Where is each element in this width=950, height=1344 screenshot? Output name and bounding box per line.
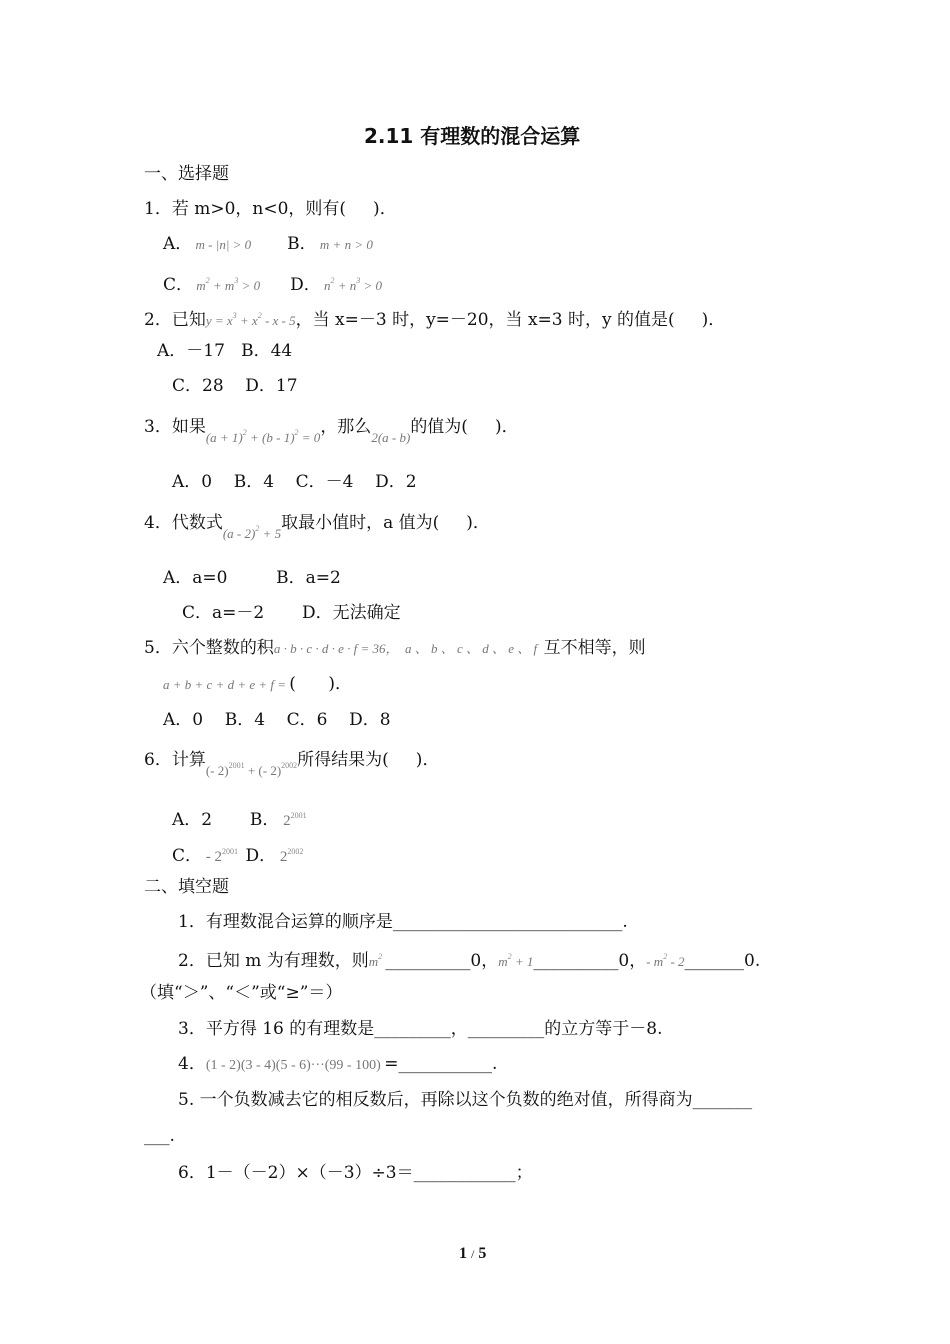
fill-question-2-note: （填“＞”、“＜”或“≥”＝） (140, 983, 343, 1003)
question-1-options-ab (163, 234, 373, 255)
q2-stem-post: ，当 x=－3 时，y=－20，当 x=3 时，y 的值是( )． (295, 310, 726, 330)
f2-blank-2: __________0， (533, 951, 647, 971)
q4-stem-pre: 4．代数式 (144, 513, 223, 533)
q1-option-b-formula: m + n > 0 (316, 237, 373, 252)
q1-option-b-label: B． (287, 234, 317, 254)
question-6-stem (144, 746, 440, 778)
q4-stem-post: 取最小值时，a 值为( )． (281, 513, 490, 533)
question-2-stem (144, 306, 725, 331)
page-number (459, 1244, 486, 1264)
q5-product-formula: a · b · c · d · e · f = 36， a 、 b 、 c 、 d 、 e 、 f (273, 641, 544, 656)
q3-stem-mid: ，那么 (320, 417, 372, 437)
q3-stem-post: 的值为( )． (410, 417, 519, 437)
q4-formula: (a - 2)2 + 5 (222, 524, 282, 541)
question-6-options-ab (172, 806, 307, 831)
fill-question-5-line1: 5. 一个负数减去它的相反数后，再除以这个负数的绝对值，所得商为_______ (178, 1090, 753, 1110)
q1-option-a-formula: m - |n| > 0 (192, 237, 252, 252)
q1-option-a-label: A． (163, 234, 193, 254)
q6-option-c-label: C． (172, 846, 203, 866)
q5-stem-post: 互不相等，则 (543, 638, 646, 658)
q5-sum-formula: a + b + c + d + e + f = (163, 677, 290, 692)
q3-condition-formula: (a + 1)2 + (b - 1)2 = 0 (205, 428, 321, 445)
question-5-options: A．0 B．4 C．6 D．8 (163, 710, 391, 730)
f4-pre: 4． (178, 1054, 206, 1074)
fill-question-6: 6．1－（－2）×（－3）÷3＝____________； (178, 1163, 533, 1183)
f2-expr-3: - $m^2 - 2$ (646, 952, 685, 969)
question-6-options-cd (172, 842, 303, 867)
question-4-options-cd: C．a=－2 D．无法确定 (182, 603, 401, 623)
question-4-options-ab: A．a=0 B．a=2 (163, 568, 341, 588)
f2-blank-1: __________0， (385, 951, 499, 971)
question-2-options-ab: A．－17 B．44 (157, 341, 293, 361)
question-4-stem (144, 509, 490, 541)
f2-blank-3: _______0. (684, 951, 761, 971)
fill-question-3: 3．平方得 16 的有理数是_________，_________的立方等于－8. (178, 1019, 663, 1039)
f2-expr-1: $m^2$ (368, 952, 383, 969)
fill-question-4 (178, 1054, 497, 1076)
fill-question-5-line2: ___. (144, 1126, 175, 1146)
q1-option-d-label: D． (290, 275, 321, 295)
q1-option-c-formula: $m^2 + m^3 > 0$ (193, 276, 261, 293)
q6-stem-post: 所得结果为( )． (297, 750, 440, 770)
q1-option-c-label: C． (163, 275, 194, 295)
q2-stem-pre: 2．已知 (144, 310, 206, 330)
fill-question-2 (178, 947, 760, 972)
q1-option-d-formula: $n^2 + n^3 > 0$ (320, 276, 383, 293)
question-1-options-cd (163, 271, 382, 296)
question-5-stem (144, 638, 646, 659)
q3-target-formula: 2(a - b) (371, 430, 411, 445)
section-heading-fill: 二、填空题 (144, 877, 229, 897)
page-total: 5 (478, 1245, 487, 1262)
page-current: 1 (459, 1245, 467, 1262)
page-title: 2.11 有理数的混合运算 (364, 124, 581, 148)
f2-pre: 2．已知 m 为有理数，则 (178, 951, 369, 971)
q6-formula: (- 2)2001 + (- 2)2002 (205, 761, 298, 778)
q3-stem-pre: 3．如果 (144, 417, 206, 437)
question-1-stem: 1．若 m>0，n<0，则有( )． (144, 199, 397, 219)
fill-question-1: 1．有理数混合运算的顺序是___________________________. (178, 912, 628, 932)
q6-option-d-label: D． (245, 846, 277, 866)
q5-line2-post: ( )． (289, 674, 352, 694)
question-3-stem (144, 413, 519, 445)
f4-formula: (1 - 2)(3 - 4)(5 - 6)···(99 - 100) (205, 1058, 385, 1073)
q6-option-d-formula: $2^{2002}$ (276, 847, 304, 865)
q6-option-c-formula: - $2^{2001}$ (202, 847, 239, 865)
question-3-options: A．0 B．4 C．－4 D．2 (172, 472, 417, 492)
section-heading-choice: 一、选择题 (144, 164, 229, 184)
q6-stem-pre: 6．计算 (144, 750, 206, 770)
q6-option-b-formula: $2^{2001}$ (279, 811, 307, 829)
q2-formula: $y = x^3 + x^2 - x - 5$ (205, 311, 296, 328)
page-separator: / (471, 1247, 475, 1261)
q6-option-ab-text: A．2 B． (172, 810, 280, 830)
q5-stem-pre: 5．六个整数的积 (144, 638, 274, 658)
question-2-options-cd: C．28 D．17 (172, 376, 298, 396)
question-5-line2 (163, 674, 352, 695)
f2-expr-2: $m^2 + 1$ (498, 952, 534, 969)
f4-post: =___________. (384, 1054, 498, 1074)
